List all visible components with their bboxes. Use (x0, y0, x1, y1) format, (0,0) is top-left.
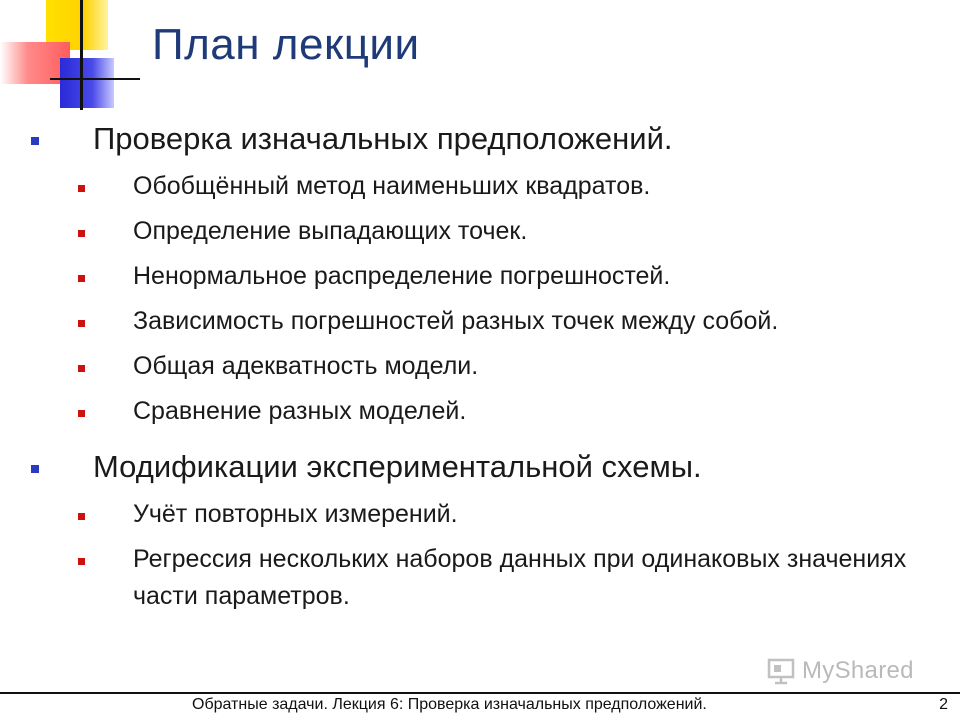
outline-subitem (0, 348, 960, 385)
outline-subitem-text: Учёт повторных измерений. (133, 500, 458, 528)
outline-subitem-text: Обобщённый метод наименьших квадратов. (133, 172, 651, 200)
outline-subitem (0, 303, 960, 340)
outline-subitem-text: Зависимость погрешностей разных точек между собой. (133, 307, 779, 335)
square-bullet-icon (78, 365, 85, 372)
page-number: 2 (939, 696, 948, 713)
outline-item (0, 446, 960, 488)
square-bullet-icon (78, 230, 85, 237)
watermark-text: MyShared (802, 657, 914, 684)
outline-subitem-text: Сравнение разных моделей. (133, 397, 467, 425)
decor-blue-square (60, 58, 114, 108)
outline-subitem (0, 496, 960, 533)
outline-subitem (0, 258, 960, 295)
decor-vertical-line (80, 0, 83, 110)
presentation-icon (766, 656, 796, 686)
outline-subitem (0, 541, 960, 615)
square-bullet-icon (78, 185, 85, 192)
outline-subitem (0, 213, 960, 250)
square-bullet-icon (31, 465, 39, 473)
outline-subitem-text: Регрессия нескольких наборов данных при одинаковых значениях части параметров. (133, 545, 907, 610)
square-bullet-icon (78, 275, 85, 282)
square-bullet-icon (31, 137, 39, 145)
outline-item-text: Проверка изначальных предположений. (93, 121, 673, 156)
square-bullet-icon (78, 558, 85, 565)
outline-item (0, 118, 960, 160)
square-bullet-icon (78, 513, 85, 520)
slide-title: План лекции (152, 20, 420, 69)
outline-item-text: Модификации экспериментальной схемы. (93, 449, 702, 484)
outline-subitem-text: Определение выпадающих точек. (133, 217, 528, 245)
watermark (766, 656, 914, 686)
outline-subitem-text: Ненормальное распределение погрешностей. (133, 262, 671, 290)
outline-subitem (0, 168, 960, 205)
outline-subitem-text: Общая адекватность модели. (133, 352, 479, 380)
footer-text: Обратные задачи. Лекция 6: Проверка изначальных предположений. (192, 696, 707, 713)
decor-horizontal-line (50, 78, 140, 80)
square-bullet-icon (78, 410, 85, 417)
outline-subitem (0, 393, 960, 430)
outline-group-2 (0, 446, 960, 615)
slide-content (0, 118, 960, 615)
slide-footer (0, 692, 960, 722)
square-bullet-icon (78, 320, 85, 327)
outline-group-1 (0, 118, 960, 430)
